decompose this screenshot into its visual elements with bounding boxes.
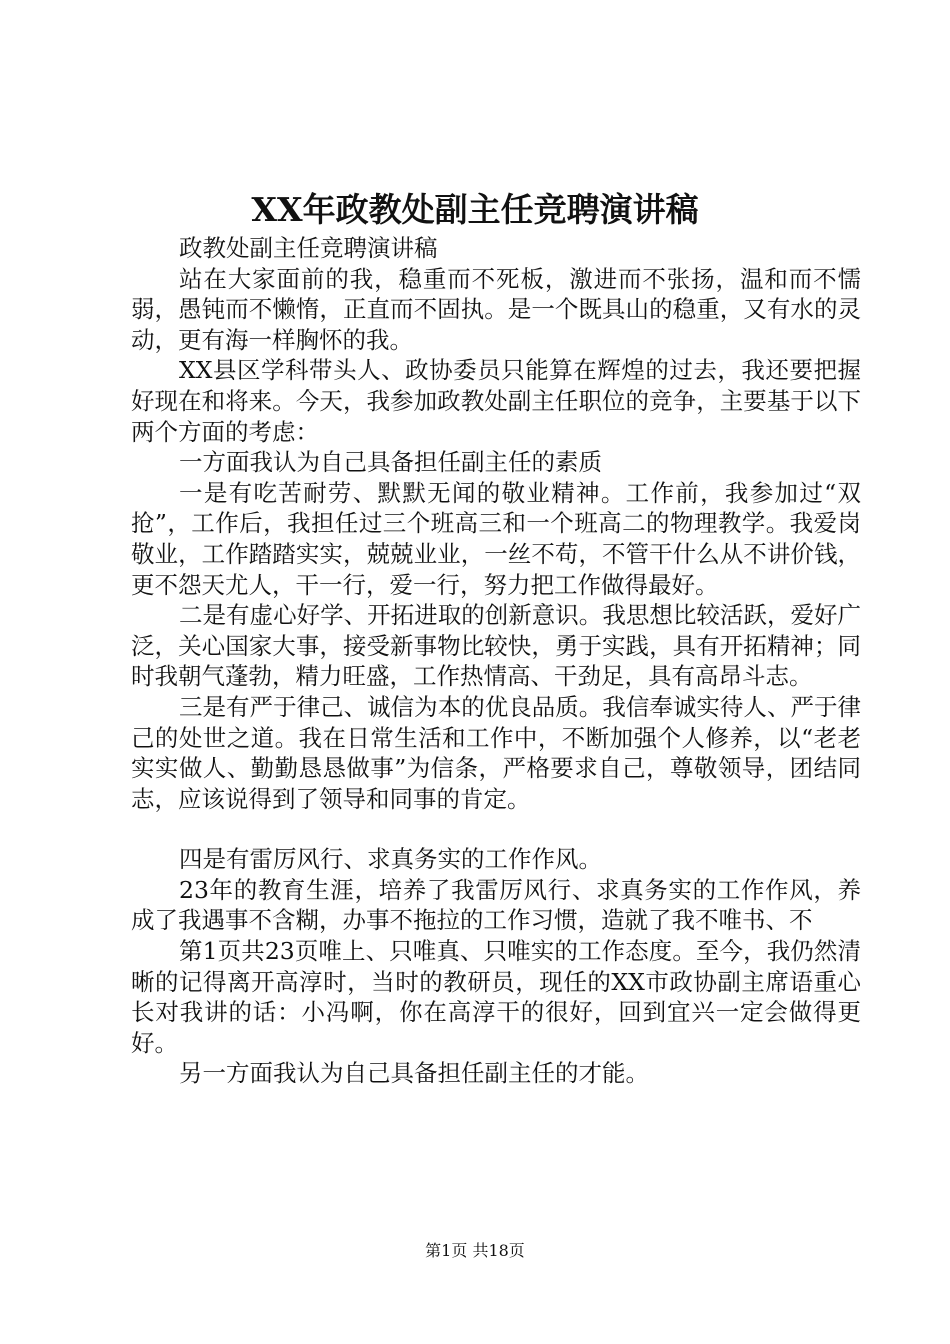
paragraph-gap — [131, 814, 861, 844]
paragraph-career: 23年的教育生涯，培养了我雷厉风行、求真务实的工作作风，养成了我遇事不含糊，办事不拖拉的工作习惯，造就了我不唯书、不 — [131, 875, 861, 935]
paragraph-intro: 站在大家面前的我，稳重而不死板，激进而不张扬，温和而不懦弱，愚钝而不懒惰，正直而不固执。是一个既具山的稳重，又有水的灵动，更有海一样胸怀的我。 — [131, 264, 861, 354]
document-title: XX年政教处副主任竞聘演讲稿 — [251, 190, 699, 229]
paragraph-subtitle: 政教处副主任竞聘演讲稿 — [179, 234, 438, 262]
document-body — [131, 233, 861, 1089]
paragraph-background: XX县区学科带头人、政协委员只能算在辉煌的过去，我还要把握好现在和将来。今天，我参加政教处副主任职位的竞争，主要基于以下两个方面的考虑： — [131, 356, 861, 446]
paragraph-point-four: 四是有雷厉风行、求真务实的工作作风。 — [179, 845, 602, 874]
page-footer: 第1页 共18页 — [425, 1241, 525, 1260]
paragraph-point-three: 三是有严于律己、诚信为本的优良品质。我信奉诚实待人、严于律己的处世之道。我在日常生活和工作中，不断加强个人修养，以“老老实实做人、勤勤恳恳做事”为信条，严格要求自己，尊敬领导，团结同志，应该说得到了领导和同事的肯定。 — [131, 692, 861, 813]
paragraph-point-one: 一是有吃苦耐劳、默默无闻的敬业精神。工作前，我参加过“双抢”，工作后，我担任过三个班高三和一个班高二的物理教学。我爱岗敬业，工作踏踏实实，兢兢业业，一丝不苟，不管干什么从不讲价钱，更不怨天尤人，干一行，爱一行，努力把工作做得最好。 — [131, 478, 861, 599]
paragraph-ability-heading: 另一方面我认为自己具备担任副主任的才能。 — [179, 1059, 649, 1088]
paragraph-quality-heading: 一方面我认为自己具备担任副主任的素质 — [179, 448, 602, 477]
paragraph-point-two: 二是有虚心好学、开拓进取的创新意识。我思想比较活跃，爱好广泛，关心国家大事，接受新事物比较快，勇于实践，具有开拓精神；同时我朝气蓬勃，精力旺盛，工作热情高、干劲足，具有高昂斗志。 — [131, 601, 861, 691]
paragraph-continuation: 第1页共23页唯上、只唯真、只唯实的工作态度。至今，我仍然清晰的记得离开高淳时，当时的教研员，现任的XX市政协副主席语重心长对我讲的话：小冯啊，你在高淳干的很好，回到宜兴一定会做得更好。 — [131, 937, 861, 1057]
